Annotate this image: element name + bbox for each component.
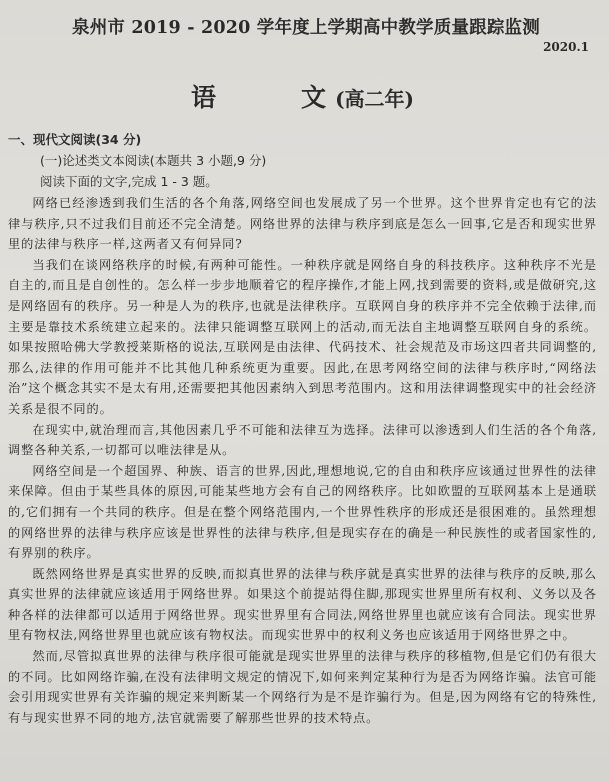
exam-date: 2020.1 <box>543 40 589 54</box>
subject-grade: (高二年) <box>335 87 415 111</box>
reading-instruction: 阅读下面的文字,完成 1 - 3 题。 <box>40 174 218 189</box>
reading-passage <box>8 193 597 728</box>
subsection-title: (一)论述类文本阅读(本题共 3 小题,9 分) <box>40 153 267 168</box>
passage-paragraph: 既然网络世界是真实世界的反映,而拟真世界的法律与秩序就是真实世界的法律与秩序的反映,那么真实世界的法律就应该适用于网络世界。如果这个前提站得住脚,那现实世界里所有权利、义务以及各种各样的法律都可以适用于网络世界。现实世界里有合同法,网络世界里也就应该有合同法。现实世界里有物权法,网络世界里也就应该有物权法。而现实世界中的权利义务也应该适用于网络世界之中。 <box>8 566 597 643</box>
passage-paragraph: 然而,尽管拟真世界的法律与秩序很可能就是现实世界里的法律与秩序的移植物,但是它们仍有很大的不同。比如网络诈骗,在没有法律明文规定的情况下,如何来判定某种行为是否为网络诈骗。法官可能会引用现实世界有关诈骗的规定来判断某一个网络行为是不是诈骗行为。但是,因为网络有它的特殊性,有与现实世界不同的地方,法官就需要了解那些世界的技术特点。 <box>8 649 597 725</box>
exam-title: 泉州市 2019 - 2020 学年度上学期高中教学质量跟踪监测 <box>72 18 540 38</box>
section-title: 一、现代文阅读(34 分) <box>8 132 142 147</box>
passage-paragraph: 当我们在谈网络秩序的时候,有两种可能性。一种秩序就是网络自身的科技秩序。这种秩序不光是自主的,而且是自创性的。怎么样一步步地顺着它的程序操作,才能上网,找到需要的资料,或是做研究,这是网络固有的秩序。另一种是人为的秩序,也就是法律秩序。互联网自身的秩序并不完全依赖于法律,而主要是靠技术系统建立起来的。法律只能调整互联网上的活动,而无法自主地调整互联网自身的系统。如果按照哈佛大学教授莱斯格的说法,互联网是由法律、代码技术、社会规范及市场这四者共同调整的,那么,法律的作用可能并不比其他几种系统更为重要。因此,在思考网络空间的法律与秩序时,“网络法治”这个概念其实不是太有用,还需要把其他因素纳入到思考范围内。这和用法律调整现实中的社会经济关系是很不同的。 <box>8 257 597 416</box>
passage-paragraph: 在现实中,就治理而言,其他因素几乎不可能和法律互为选择。法律可以渗透到人们生活的各个角落,调整各种关系,一切都可以唯法律是从。 <box>8 422 597 458</box>
subject-heading <box>8 78 597 114</box>
passage-paragraph: 网络已经渗透到我们生活的各个角落,网络空间也发展成了另一个世界。这个世界肯定也有它的法律与秩序,只不过我们目前还不完全清楚。网络世界的法律与秩序到底是怎么一回事,它是否和现实世界里的法律与秩序一样,这两者又有何异同? <box>8 196 597 252</box>
subject-name: 语 文 <box>190 83 356 112</box>
passage-paragraph: 网络空间是一个超国界、种族、语言的世界,因此,理想地说,它的自由和秩序应该通过世界性的法律来保障。但由于某些具体的原因,可能某些地方会有自己的网络秩序。比如欧盟的互联网基本上是通联的,它们拥有一个共同的秩序。但是在整个网络范围内,一个世界性秩序的形成还是很困难的。虽然理想的网络世界的法律与秩序应该是世界性的法律与秩序,但是现实存在的确是一种民族性的或者国家性的,有界别的秩序。 <box>8 463 597 561</box>
